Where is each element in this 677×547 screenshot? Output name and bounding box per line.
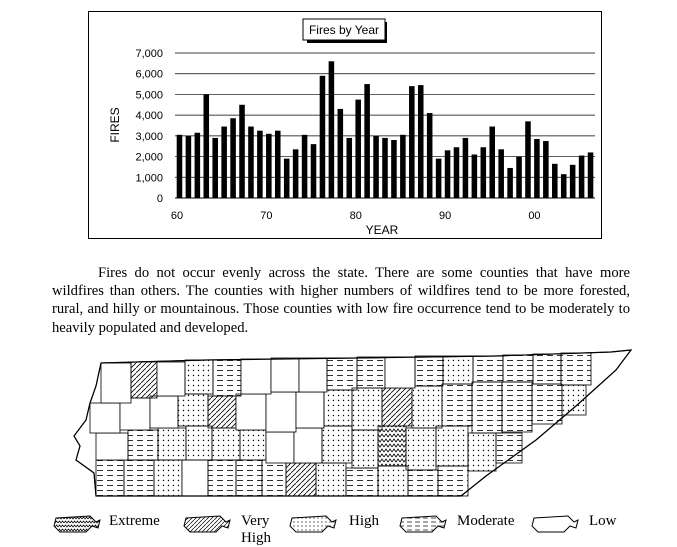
moderate-swatch-icon bbox=[398, 512, 448, 536]
bar bbox=[400, 135, 406, 198]
very-high-swatch-icon bbox=[182, 512, 232, 536]
bar bbox=[516, 157, 522, 198]
y-tick-label: 2,000 bbox=[135, 151, 163, 164]
x-tick-label: 80 bbox=[349, 210, 362, 222]
y-axis-label: FIRES bbox=[108, 107, 122, 143]
bar bbox=[481, 147, 487, 198]
bar bbox=[204, 94, 210, 198]
bar bbox=[561, 174, 567, 198]
bar bbox=[338, 109, 344, 198]
bar bbox=[472, 155, 478, 199]
bar bbox=[552, 164, 558, 198]
bar bbox=[445, 150, 451, 198]
bar bbox=[293, 149, 299, 198]
chart-title: Fires by Year bbox=[308, 23, 380, 37]
y-tick-label: 7,000 bbox=[135, 48, 163, 60]
bar bbox=[409, 86, 415, 198]
bar bbox=[212, 138, 218, 198]
chart-canvas bbox=[89, 12, 603, 240]
bar bbox=[534, 139, 540, 198]
bar bbox=[221, 127, 227, 198]
bar bbox=[320, 76, 326, 198]
tennessee-fire-occurrence-map bbox=[56, 348, 636, 508]
y-tick-label: 6,000 bbox=[135, 68, 163, 81]
x-tick-label: 90 bbox=[438, 210, 452, 222]
county-map bbox=[56, 348, 636, 508]
bar bbox=[382, 138, 388, 198]
bar bbox=[266, 134, 272, 198]
legend-label-high: High bbox=[349, 513, 379, 529]
bar bbox=[507, 168, 513, 198]
body-paragraph: Fires do not occur evenly across the state. There are some counties that have more wildfires than others. The counties with higher numbers of wildfires tend to be more forested, rural, and hilly or mountainous. Those counties with low fire occurrence tend to be moderately to heavily populated and developed. bbox=[52, 265, 630, 336]
bar bbox=[329, 61, 335, 198]
x-tick-label: 60 bbox=[170, 210, 184, 222]
bar bbox=[239, 105, 245, 198]
legend-label-very-high: Very High bbox=[241, 513, 271, 546]
bar bbox=[186, 136, 192, 198]
x-axis-label: YEAR bbox=[365, 223, 399, 237]
bar bbox=[248, 127, 254, 198]
x-tick-label: 70 bbox=[260, 210, 273, 222]
bar bbox=[364, 84, 370, 198]
bar bbox=[489, 127, 495, 198]
bar bbox=[579, 156, 585, 198]
bar bbox=[391, 140, 397, 198]
bar bbox=[302, 135, 308, 198]
fires-by-year-chart bbox=[88, 11, 602, 239]
y-tick-label: 3,000 bbox=[135, 130, 163, 143]
high-swatch-icon bbox=[288, 512, 338, 536]
y-tick-label: 4,000 bbox=[135, 110, 163, 123]
bar bbox=[543, 141, 549, 198]
bar bbox=[454, 147, 460, 198]
bar bbox=[427, 113, 433, 198]
bar bbox=[355, 100, 361, 198]
y-tick-label: 5,000 bbox=[135, 89, 163, 102]
bar bbox=[525, 121, 531, 198]
bar bbox=[570, 165, 576, 198]
bar bbox=[275, 131, 281, 198]
bar bbox=[463, 138, 469, 198]
legend-label-extreme: Extreme bbox=[109, 513, 160, 529]
low-swatch-icon bbox=[530, 512, 580, 536]
y-tick-label: 1,000 bbox=[135, 172, 163, 185]
bar bbox=[230, 118, 236, 198]
bar bbox=[177, 135, 183, 198]
bar bbox=[588, 152, 594, 198]
bar bbox=[257, 131, 263, 198]
map-legend bbox=[50, 510, 650, 545]
y-tick-label: 0 bbox=[156, 193, 163, 205]
bar bbox=[284, 159, 290, 198]
bar bbox=[346, 138, 352, 198]
legend-label-low: Low bbox=[589, 513, 617, 529]
legend-label-moderate: Moderate bbox=[457, 513, 515, 529]
bar bbox=[373, 136, 379, 198]
bar bbox=[195, 133, 201, 198]
bar bbox=[311, 144, 317, 198]
bar bbox=[436, 159, 442, 198]
x-tick-label: 00 bbox=[528, 210, 541, 222]
bar bbox=[418, 85, 424, 198]
bar bbox=[498, 149, 504, 198]
extreme-swatch-icon bbox=[52, 512, 102, 536]
